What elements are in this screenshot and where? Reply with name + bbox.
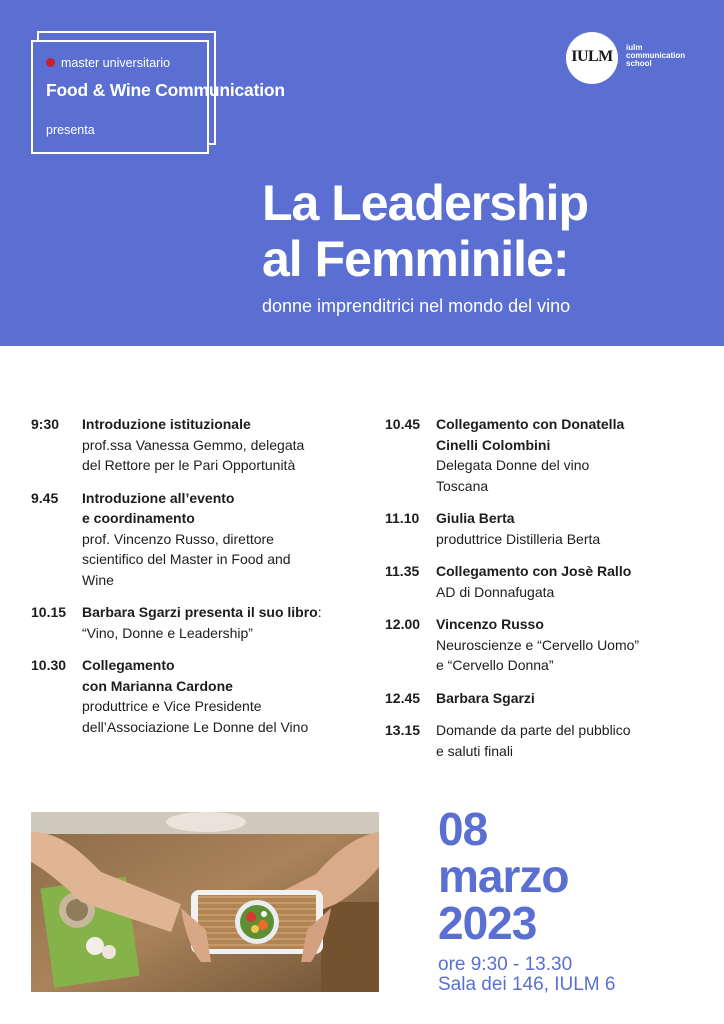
presenta-label: presenta — [46, 123, 95, 137]
item-title: Barbara Sgarzi — [436, 689, 535, 706]
item-title: Giulia Berta — [436, 510, 515, 526]
item-description: prof.ssa Vanessa Gemmo, delegata del Rettore per le Pari Opportunità — [82, 436, 305, 473]
item-title: Introduzione all’evento e coordinamento — [82, 489, 235, 526]
master-label — [46, 56, 170, 70]
program-box — [31, 40, 285, 154]
schedule-left-column — [31, 414, 351, 749]
item-title: Collegamento con Donatella Cinelli Colombini — [436, 416, 625, 453]
item-title: Introduzione istituzionale — [82, 416, 251, 432]
schedule-item — [385, 720, 705, 761]
red-dot-icon — [46, 58, 55, 67]
program-name: Food & Wine Communication — [46, 80, 285, 100]
item-time: 10.30 — [31, 657, 67, 673]
item-title: Barbara Sgarzi presenta il suo libro — [82, 604, 318, 620]
schedule-item — [385, 614, 705, 676]
item-description: AD di Donnafugata — [436, 583, 555, 600]
item-title: Vincenzo Russo — [436, 616, 544, 632]
event-time-venue: ore 9:30 - 13.30 Sala dei 146, IULM 6 — [438, 954, 616, 995]
schedule-right-column — [385, 414, 705, 773]
schedule-item — [385, 688, 705, 709]
item-time: 11.35 — [385, 563, 420, 579]
item-time: 12.00 — [385, 616, 421, 632]
item-description: Neuroscienze e “Cervello Uomo” e “Cervello Donna” — [436, 636, 640, 673]
item-title: Collegamento con Josè Rallo — [436, 563, 632, 579]
item-description: produttrice e Vice Presidente dell’Associazione Le Donne del Vino — [82, 698, 309, 735]
item-time: 9:30 — [31, 416, 60, 432]
schedule-item — [31, 602, 351, 643]
header-banner — [0, 0, 724, 346]
item-time: 11.10 — [385, 510, 420, 526]
logo-school-name: iulm communication school — [626, 43, 686, 68]
item-description: “Vino, Donne e Leadership” — [82, 624, 253, 641]
item-description: produttrice Distilleria Berta — [436, 530, 601, 547]
schedule-item — [31, 655, 351, 737]
item-time: 10.45 — [385, 416, 421, 432]
item-description: Domande da parte del pubblico e saluti finali — [436, 722, 631, 759]
item-description: Delegata Donne del vino Toscana — [436, 457, 590, 494]
schedule-item — [385, 508, 705, 549]
food-photo — [31, 812, 379, 992]
event-title: La Leadership al Femminile: — [262, 175, 588, 287]
item-time: 12.45 — [385, 689, 421, 706]
master-label-text: master universitario — [61, 56, 171, 70]
schedule-item — [385, 414, 705, 496]
item-title: Collegamento con Marianna Cardone — [82, 657, 233, 694]
schedule-item — [31, 414, 351, 476]
iulm-logo — [566, 32, 618, 84]
logo-mark: IULM — [571, 48, 613, 65]
item-time: 13.15 — [385, 722, 421, 738]
schedule-item — [385, 561, 705, 602]
item-time: 10.15 — [31, 604, 67, 620]
item-title-suffix: : — [317, 604, 322, 620]
item-description: prof. Vincenzo Russo, direttore scientifico del Master in Food and Wine — [82, 530, 291, 588]
item-time: 9.45 — [31, 489, 59, 506]
event-subtitle: donne imprenditrici nel mondo del vino — [262, 296, 571, 316]
schedule-item — [31, 488, 351, 591]
event-date: 08 marzo 2023 — [438, 803, 569, 949]
